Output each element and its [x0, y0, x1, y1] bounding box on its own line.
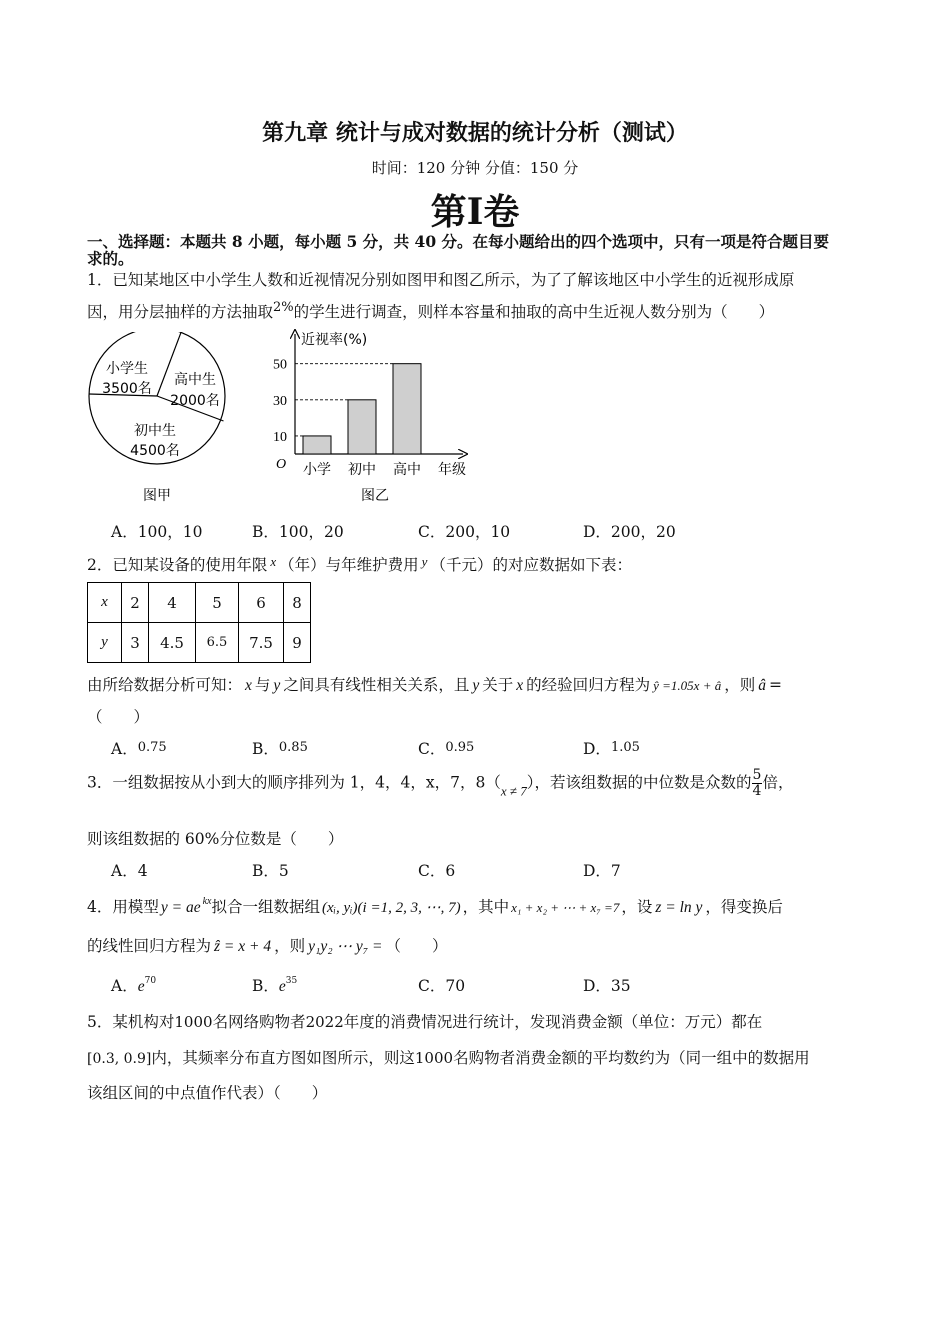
bar-高中: [393, 364, 421, 454]
table-cell: 9: [284, 623, 311, 663]
pie-chart-figure-a: [85, 332, 235, 512]
q5-line3: 该组区间的中点值作代表）（ ）: [87, 1084, 328, 1102]
x-category-label: 初中: [348, 462, 376, 478]
x-category-label: 高中: [393, 462, 421, 478]
q1-line2: 因，用分层抽样的方法抽取$^{2\%}$的学生进行调查，则样本容量和抽取的高中生近视人数分别为（ ）: [87, 300, 775, 321]
y-tick-label: 10: [273, 429, 287, 445]
q1-option-a[interactable]: A．100，10: [111, 523, 203, 541]
fraction-five-quarters: $\frac{5}{4}$: [752, 767, 762, 799]
y-tick-label: 30: [273, 393, 287, 409]
q2-option-b[interactable]: B．0.85: [252, 740, 308, 758]
q4-line2: 的线性回归方程为 ẑ = x + 4 ，则 y₁y₂ ⋯ y₇ = （ ）: [87, 937, 448, 955]
q2-option-c[interactable]: C．0.95: [418, 740, 475, 758]
table-cell: 8: [284, 583, 311, 623]
q3-line2: 则该组数据的 60%分位数是（ ）: [87, 830, 344, 848]
bar-chart-figure-b: [265, 328, 485, 508]
pie-label-middle: 初中生: [134, 423, 176, 439]
q4-option-d[interactable]: D．35: [583, 977, 631, 995]
table-cell: 6: [239, 583, 284, 623]
table-cell: 7.5: [239, 623, 284, 663]
q4-option-b[interactable]: B．$e^{35}$: [252, 976, 298, 995]
exam-info: 时间：120 分钟 分值：150 分: [371, 159, 579, 177]
bar-小学: [303, 436, 331, 454]
pie-caption: 图甲: [143, 488, 171, 504]
table-cell: 6.5: [196, 623, 239, 663]
table-cell: 4: [149, 583, 196, 623]
pie-label-primary: 小学生: [106, 361, 148, 377]
table-row: [88, 583, 311, 623]
q2-line1: 2．已知某设备的使用年限 $^x$ （年）与年维护费用 $^y$ （千元）的对应数据如下表：: [87, 554, 632, 574]
q3-option-d[interactable]: D．7: [583, 862, 621, 880]
q1-line1: 1．已知某地区中小学生人数和近视情况分别如图甲和图乙所示，为了了解该地区中小学生的近视形成原: [87, 271, 795, 289]
table-cell: 4.5: [149, 623, 196, 663]
q4-option-c[interactable]: C．70: [418, 977, 466, 995]
table-header-y: y: [88, 623, 122, 663]
pie-count-middle: 4500名: [130, 443, 180, 459]
y-axis-label: 近视率(%): [301, 332, 368, 348]
table-cell: 5: [196, 583, 239, 623]
q5-line2: [0.3, 0.9]内，其频率分布直方图如图所示，则这1000名购物者消费金额的平均数约为（同一组中的数据用: [87, 1049, 810, 1067]
bar-chart-caption: 图乙: [361, 488, 389, 504]
q4-option-a[interactable]: A．$e^{70}$: [111, 976, 157, 995]
q2-answer-blank: （ ）: [87, 708, 150, 726]
q3-option-b[interactable]: B．5: [252, 862, 289, 880]
pie-count-primary: 3500名: [102, 381, 152, 397]
q1-option-b[interactable]: B．100，20: [252, 523, 344, 541]
table-header-x: x: [88, 583, 122, 623]
volume-heading: 第Ⅰ卷: [430, 191, 520, 233]
q3-option-c[interactable]: C．6: [418, 862, 456, 880]
pie-count-high: 2000名: [170, 393, 220, 409]
q4-line1: 4．用模型 y = ae $^{kx}$拟合一组数据组 (xᵢ, yᵢ)(i =1, 2, 3, ⋯, 7) ，其中 x₁ + x₂ + ⋯ + x₇ =7 ，设 z = ln y ，得变换后: [87, 896, 783, 916]
q3-option-a[interactable]: A．4: [111, 862, 148, 880]
section-instructions-line1: 一、选择题：本题共 8 小题，每小题 5 分，共 40 分。在每小题给出的四个选项中，只有一项是符合题目要: [87, 232, 830, 251]
y-tick-label: 50: [273, 357, 287, 373]
origin-label: O: [276, 457, 287, 472]
q5-line1: 5．某机构对1000名网络购物者2022年度的消费情况进行统计，发现消费金额（单位：万元）都在: [87, 1013, 763, 1031]
table-cell: 2: [122, 583, 149, 623]
section-instructions-line2: 求的。: [87, 249, 134, 268]
table-row: [88, 623, 311, 663]
page-title: 第九章 统计与成对数据的统计分析（测试）: [262, 120, 688, 146]
table-cell: 3: [122, 623, 149, 663]
x-category-label: 小学: [303, 462, 331, 478]
q1-option-d[interactable]: D．200，20: [583, 523, 676, 541]
q2-line2: 由所给数据分析可知： x 与 y 之间具有线性相关关系，且 y 关于 x 的经验回归方程为 ŷ =1.05x + â ，则 â =: [87, 676, 782, 694]
q2-option-d[interactable]: D．1.05: [583, 740, 640, 758]
q3-line1: 3．一组数据按从小到大的顺序排列为 1，4，4，x，7，$8(_{x \ne 7})$，若该组数据的中位数是众数的 $\frac{5}{4}$ 倍，: [87, 767, 794, 799]
data-table: [87, 582, 311, 663]
q1-option-c[interactable]: C．200，10: [418, 523, 511, 541]
pie-label-high: 高中生: [174, 372, 216, 388]
x-axis-label: 年级: [438, 462, 466, 478]
bar-初中: [348, 400, 376, 454]
q2-option-a[interactable]: A．0.75: [111, 740, 167, 758]
